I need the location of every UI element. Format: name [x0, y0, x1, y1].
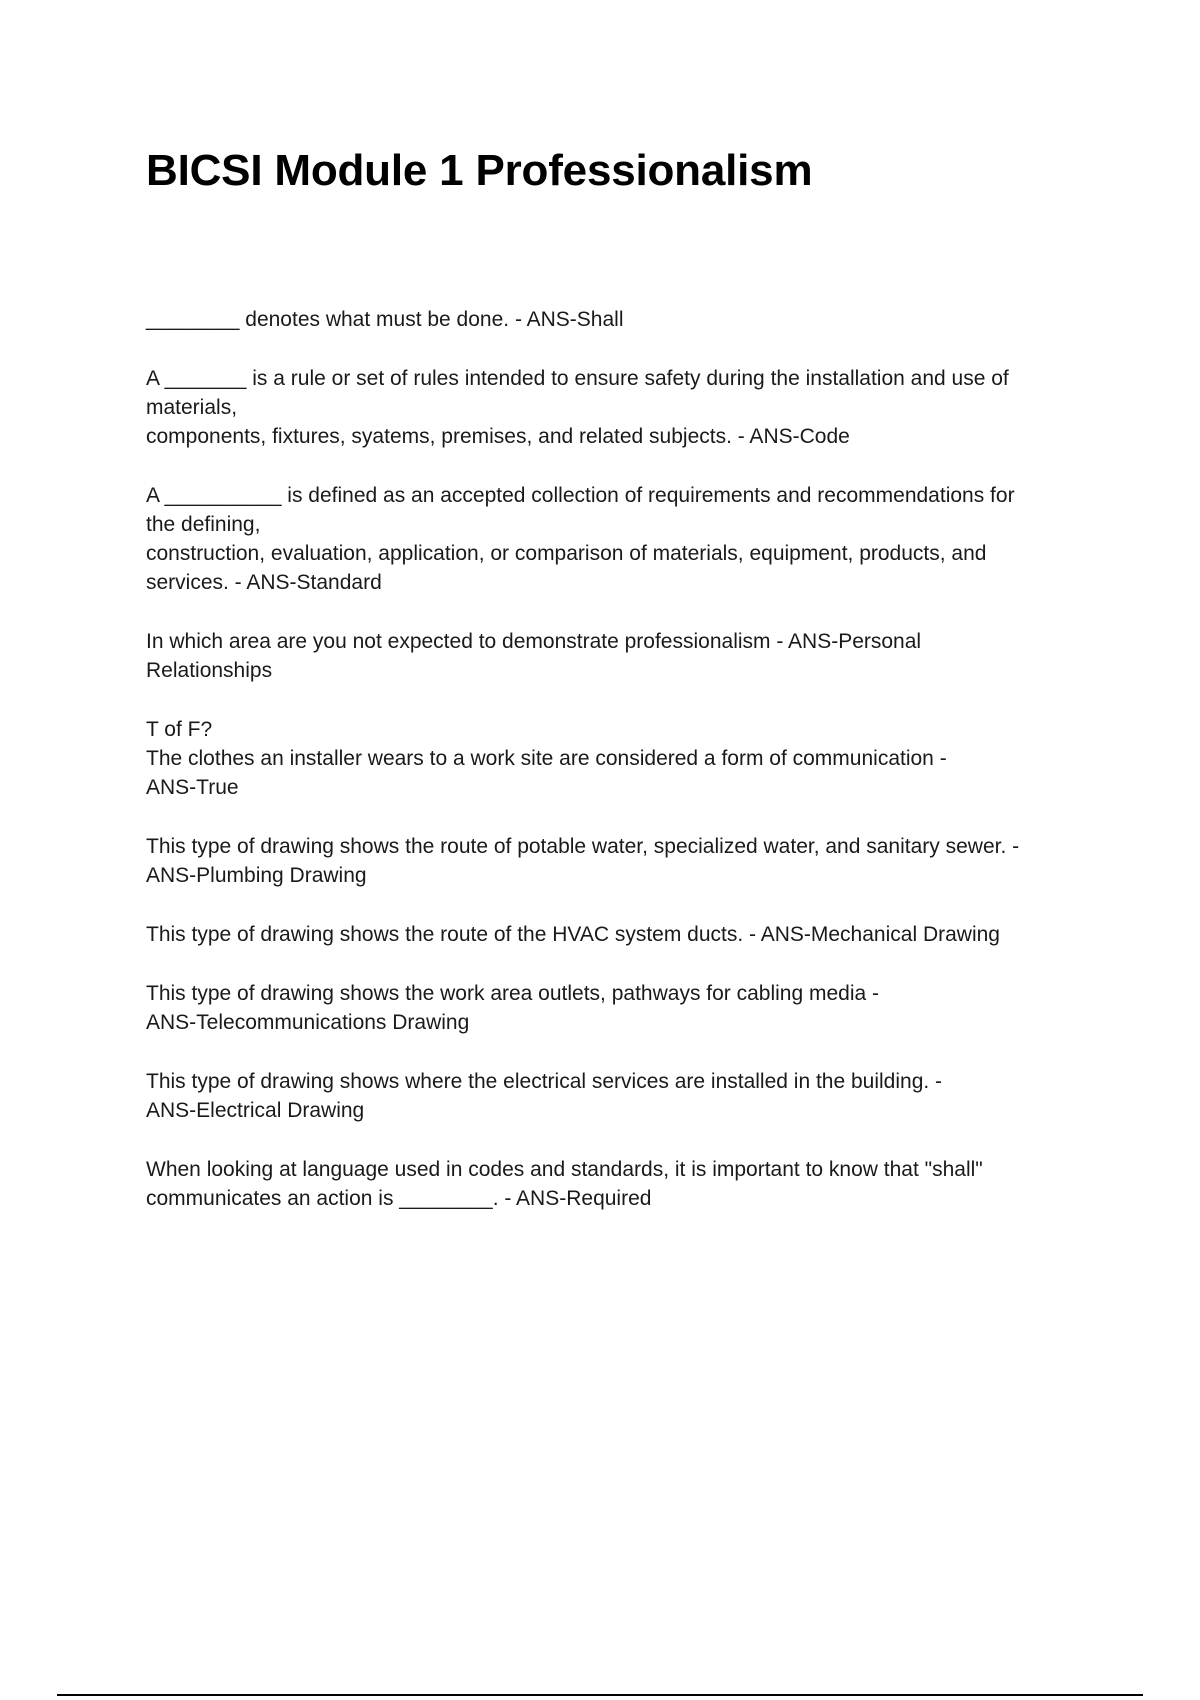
qa-line: In which area are you not expected to demonstrate professionalism - ANS-Personal	[146, 630, 922, 653]
qa-line: ANS-True	[146, 776, 239, 799]
qa-line: ANS-Telecommunications Drawing	[146, 1011, 470, 1034]
qa-line: ________ denotes what must be done. - ANS-Shall	[146, 308, 624, 331]
qa-list	[146, 305, 1086, 1213]
qa-line: This type of drawing shows where the electrical services are installed in the building. -	[146, 1070, 943, 1093]
qa-line: construction, evaluation, application, or comparison of materials, equipment, products, and	[146, 542, 987, 565]
qa-line: A __________ is defined as an accepted collection of requirements and recommendations for	[146, 484, 1015, 507]
qa-line: services. - ANS-Standard	[146, 571, 382, 594]
qa-line: When looking at language used in codes and standards, it is important to know that "shall"	[146, 1158, 983, 1181]
qa-item	[146, 627, 1086, 685]
qa-line: ANS-Plumbing Drawing	[146, 864, 367, 887]
qa-line: This type of drawing shows the route of the HVAC system ducts. - ANS-Mechanical Drawing	[146, 923, 1000, 946]
qa-item	[146, 832, 1086, 890]
qa-item	[146, 979, 1086, 1037]
qa-item	[146, 305, 1086, 334]
qa-line: components, fixtures, syatems, premises, and related subjects. - ANS-Code	[146, 425, 850, 448]
qa-line: This type of drawing shows the work area outlets, pathways for cabling media -	[146, 982, 880, 1005]
qa-item	[146, 481, 1086, 597]
document-title: BICSI Module 1 Professionalism	[146, 146, 813, 195]
qa-line: A _______ is a rule or set of rules intended to ensure safety during the installation and use of	[146, 367, 1009, 390]
qa-item	[146, 1155, 1086, 1213]
qa-line: materials,	[146, 396, 238, 419]
qa-item	[146, 364, 1086, 451]
qa-item	[146, 715, 1086, 802]
qa-item	[146, 1067, 1086, 1125]
qa-line: Relationships	[146, 659, 273, 682]
qa-line: This type of drawing shows the route of potable water, specialized water, and sanitary sewer. -	[146, 835, 1020, 858]
footer-divider	[57, 1694, 1143, 1696]
qa-item	[146, 920, 1086, 949]
qa-line: T of F?	[146, 718, 213, 741]
qa-line: ANS-Electrical Drawing	[146, 1099, 365, 1122]
qa-line: the defining,	[146, 513, 261, 536]
qa-line: The clothes an installer wears to a work site are considered a form of communication -	[146, 747, 947, 770]
qa-line: communicates an action is ________. - ANS-Required	[146, 1187, 652, 1210]
